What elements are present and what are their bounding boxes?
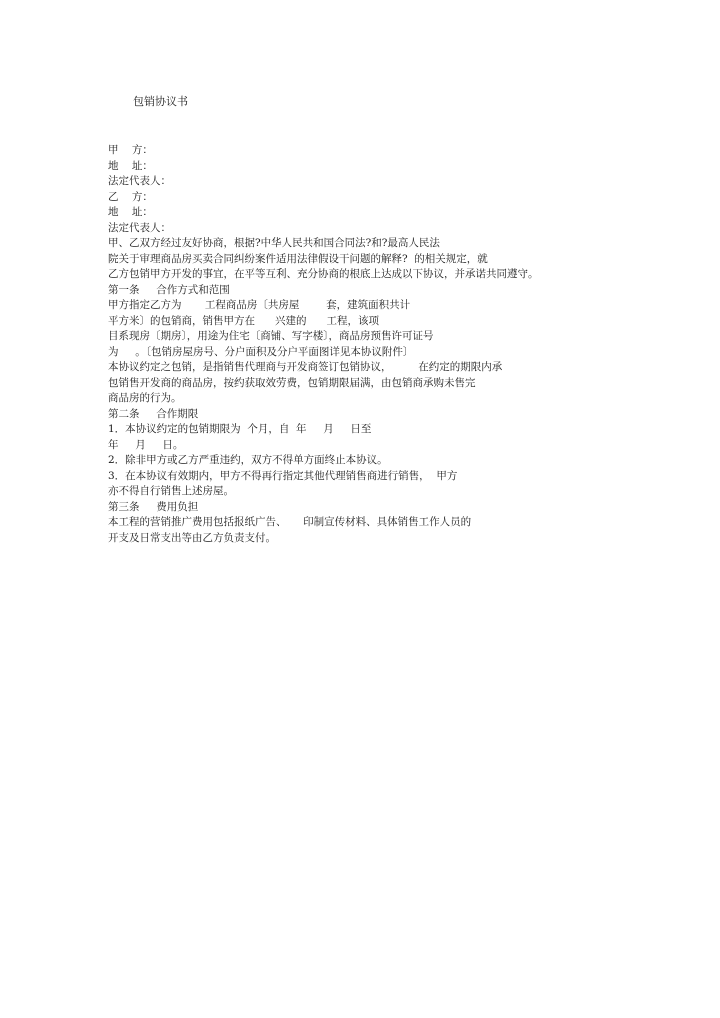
document-line: 本协议约定之包销，是指销售代理商与开发商签订包销协议， 在约定的期限内承 (108, 361, 503, 373)
document-body (108, 143, 608, 546)
document-line: 第二条 合作期限 (108, 407, 199, 420)
document-line: 本工程的营销推广费用包括报纸广告、 印制宣传材料、具体销售工作人员的 (108, 516, 472, 528)
document-line: 1．本协议约定的包销期限为 个月，自 年 月 日至 (108, 423, 372, 435)
document-line: 第一条 合作方式和范围 (108, 283, 230, 296)
document-line: 包销售开发商的商品房，按约获取效劳费，包销期限届满，由包销商承购未售完 (108, 376, 476, 389)
document-line: 地 址： (108, 206, 153, 218)
document-line: 乙 方： (108, 190, 153, 203)
document-title: 包销协议书 (133, 95, 188, 108)
document-line: 3．在本协议有效期内，甲方不得再行指定其他代理销售商进行销售， 甲方 (108, 469, 458, 482)
document-line: 为 。〔包销房屋房号、分户面积及分户平面图详见本协议附件〕 (108, 345, 414, 358)
document-line: 年 月 日。 (108, 438, 184, 451)
document-line: 目系现房〔期房〕，用途为住宅〔商铺、写字楼〕，商品房预售许可证号 (108, 330, 434, 342)
document-line: 法定代表人： (108, 221, 171, 234)
document-line: 第三条 费用负担 (108, 500, 199, 513)
document-line: 院关于审理商品房买卖合同纠纷案件适用法律假设干问题的解释? 的相关规定，就 (108, 252, 488, 265)
document-line: 2．除非甲方或乙方严重违约，双方不得单方面终止本协议。 (108, 454, 388, 466)
document-line: 法定代表人： (108, 175, 171, 187)
document-line: 商品房的行为。 (108, 392, 182, 404)
document-line: 甲、乙双方经过友好协商，根据?中华人民共和国合同法?和?最高人民法 (108, 237, 440, 249)
document-line: 平方米〕的包销商，销售甲方在 兴建的 工程，该项 (108, 314, 380, 327)
document-line: 甲方指定乙方为 工程商品房〔共房屋 套，建筑面积共计 (108, 299, 411, 311)
document-line: 地 址： (108, 159, 153, 172)
document-line: 甲 方： (108, 144, 153, 156)
document-line: 开支及日常支出等由乙方负责支付。 (108, 531, 276, 544)
document-line: 亦不得自行销售上述房屋。 (108, 485, 234, 497)
document-line: 乙方包销甲方开发的事宜，在平等互利、充分协商的根底上达成以下协议，并承诺共同遵守。 (108, 268, 539, 280)
